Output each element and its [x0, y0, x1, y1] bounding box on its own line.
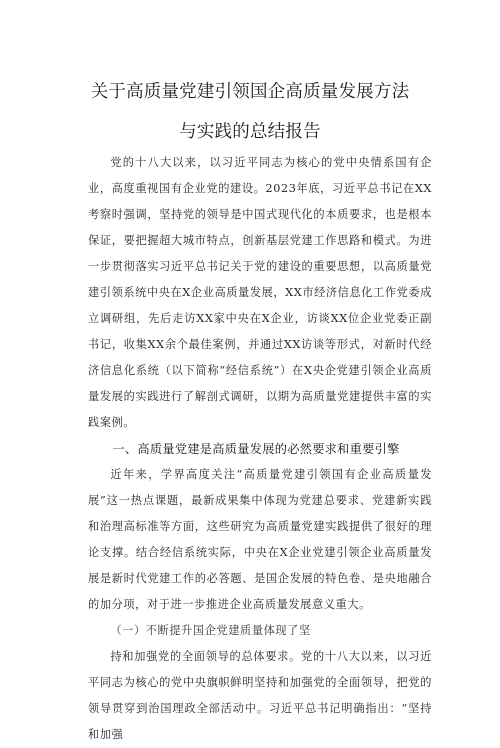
document-title-line2: 与实践的总结报告	[179, 122, 321, 142]
section-heading-1: 一、高质量党建是高质量发展的必然要求和重要引擎	[112, 442, 400, 456]
subsection-paragraph-1: 持和加强党的全面领导的总体要求。党的十八大以来，以习近平同志为核心的党中央旗帜鲜明坚持和加强党的全面领导，把党的领导贯穿到治国理政全部活动中。习近平总书记明确指出：“坚持和加强	[88, 650, 432, 741]
document-body	[88, 150, 432, 748]
subsection-heading-1: （一）不断提升国企党建质量体现了坚	[110, 624, 311, 637]
section-paragraph-1: 近年来，学界高度关注“高质量党建引领国有企业高质量发展”这一热点课题，最新成果集中体现为党建总要求、党建新实践和治理高标准等方面，这些研究为高质量党建实践提供了很好的理论支撑。结合经信系统实际，中央在X企业党建引领企业高质量发展是新时代党建工作的必答题、是国企发展的特色卷、是央地融合的加分项，对于进一步推进企业高质量发展意义重大。	[88, 468, 432, 611]
document-title-line1: 关于高质量党建引领国企高质量发展方法	[90, 82, 410, 102]
intro-paragraph: 党的十八大以来，以习近平同志为核心的党中央情系国有企业，高度重视国有企业党的建设。2023年底，习近平总书记在XX考察时强调，坚持党的领导是中国式现代化的本质要求，也是根本保证，要把握超大城市特点，创新基层党建工作思路和模式。为进一步贯彻落实习近平总书记关于党的建设的重要思想，以高质量党建引领系统中央在X企业高质量发展，XX市经济信息化工作党委成立调研组，先后走访XX家中央在X企业，访谈XX位企业党委正副书记，收集XX余个最佳案例，并通过XX访谈等形式，对新时代经济信息化系统（以下简称“经信系统”）在X央企党建引领企业高质量发展的实践进行了解剖式调研，以期为高质量党建提供丰富的实践案例。	[88, 156, 432, 429]
